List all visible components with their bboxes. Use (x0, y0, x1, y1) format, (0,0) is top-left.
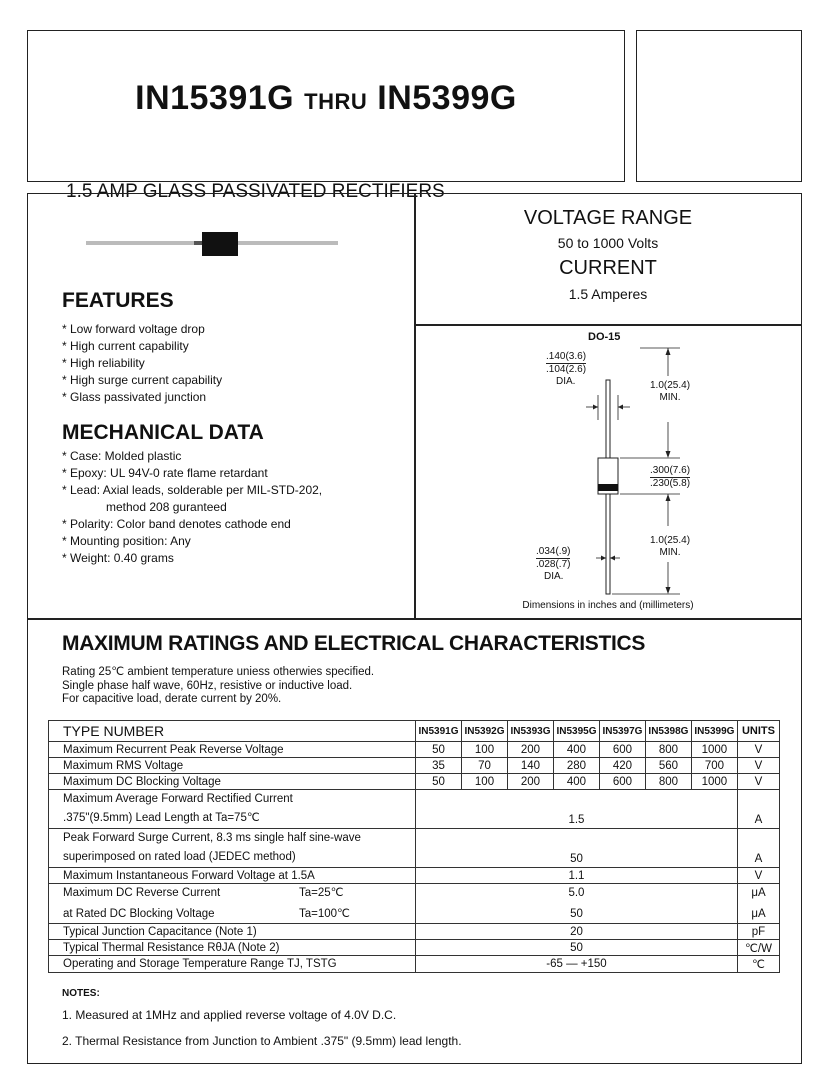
package-name: DO-15 (588, 331, 621, 343)
list-item: * High surge current capability (62, 373, 223, 387)
part-header: IN5391G (416, 721, 462, 742)
thru-label: THRU (304, 89, 368, 114)
table-row: Maximum Average Forward Rectified Current .375"(9.5mm) Lead Length at Ta=75℃ 1.5 A (49, 790, 780, 829)
features-heading: FEATURES (62, 289, 174, 312)
list-item: * Lead: Axial leads, solderable per MIL-STD-202, (62, 483, 323, 497)
current-value: 1.5 Amperes (568, 286, 648, 302)
notes-heading: NOTES: (62, 988, 100, 999)
table-row: Peak Forward Surge Current, 8.3 ms single half sine-wave superimposed on rated load (JEDEC method) 50 A (49, 829, 780, 868)
body-length-dimension: .300(7.6) .230(5.8) (650, 465, 691, 489)
table-row: Maximum DC Reverse Current Ta=25℃ at Rated DC Blocking Voltage Ta=100℃ 5.0 50 μA μA (49, 884, 780, 924)
table-header-row (49, 721, 780, 742)
part-header: IN5398G (645, 721, 691, 742)
list-item: * High reliability (62, 356, 145, 370)
dimensions-caption: Dimensions in inches and (millimeters) (522, 600, 694, 611)
part-header: IN5393G (508, 721, 554, 742)
ratings-intro: Rating 25℃ ambient temperature uniess otherwies specified. Single phase half wave, 60Hz, resistive or inductive load. For capacitive load, derate current by 20%. (62, 666, 375, 705)
note-1: 1. Measured at 1MHz and applied reverse voltage of 4.0V D.C. (62, 1008, 397, 1022)
table-row: Maximum RMS Voltage 35 70 140 280 420 560 700 V (49, 758, 780, 774)
bottom-lead-length-dimension: 1.0(25.4) MIN. (650, 535, 691, 558)
top-lead-length-dimension: 1.0(25.4) MIN. (650, 380, 691, 403)
list-item: * Mounting position: Any (62, 534, 191, 548)
mechanical-heading: MECHANICAL DATA (62, 421, 264, 444)
features-list (62, 321, 222, 406)
list-item: * Weight: 0.40 grams (62, 551, 174, 565)
ratings-heading: MAXIMUM RATINGS AND ELECTRICAL CHARACTERISTICS (62, 632, 646, 655)
subtitle: 1.5 AMP GLASS PASSIVATED RECTIFIERS (66, 181, 445, 202)
units-header: UNITS (737, 721, 779, 742)
part-header: IN5392G (462, 721, 508, 742)
table-row: Maximum Instantaneous Forward Voltage at 1.5A 1.1 V (49, 868, 780, 884)
lead-dia-dimension: .140(3.6) .104(2.6) DIA. (546, 351, 587, 387)
part-header: IN5399G (691, 721, 737, 742)
title-box (27, 30, 625, 202)
table-row: Typical Junction Capacitance (Note 1) 20 pF (49, 924, 780, 940)
list-item: method 208 guranteed (106, 500, 227, 514)
table-row: Typical Thermal Resistance RθJA (Note 2) 50 ℃/W (49, 940, 780, 956)
page-title (28, 79, 624, 118)
wire-dia-dimension: .034(.9) .028(.7) DIA. (536, 546, 571, 582)
part-header: IN5395G (553, 721, 599, 742)
part-header: IN5397G (599, 721, 645, 742)
voltage-range-value: 50 to 1000 Volts (557, 235, 659, 251)
table-row: Maximum Recurrent Peak Reverse Voltage 50 100 200 400 600 800 1000 V (49, 742, 780, 758)
current-label: CURRENT (559, 257, 657, 279)
table-row: Operating and Storage Temperature Range TJ, TSTG -65 — +150 ℃ (49, 956, 780, 973)
mechanical-list (62, 448, 322, 567)
list-item: * High current capability (62, 339, 189, 353)
type-number-header: TYPE NUMBER (49, 721, 416, 742)
list-item: * Case: Molded plastic (62, 449, 182, 463)
logo-box (636, 30, 802, 182)
list-item: * Polarity: Color band denotes cathode end (62, 517, 291, 531)
list-item: * Glass passivated junction (62, 390, 207, 404)
note-2: 2. Thermal Resistance from Junction to Ambient .375" (9.5mm) lead length. (62, 1034, 462, 1048)
list-item: * Low forward voltage drop (62, 322, 205, 336)
characteristics-table (48, 720, 780, 973)
table-row: Maximum DC Blocking Voltage 50 100 200 400 600 800 1000 V (49, 774, 780, 790)
diode-icon (86, 230, 338, 258)
part-end: IN5399G (377, 79, 517, 117)
part-start: IN15391G (135, 79, 295, 117)
voltage-range-label: VOLTAGE RANGE (523, 207, 693, 229)
list-item: * Epoxy: UL 94V-0 rate flame retardant (62, 466, 268, 480)
